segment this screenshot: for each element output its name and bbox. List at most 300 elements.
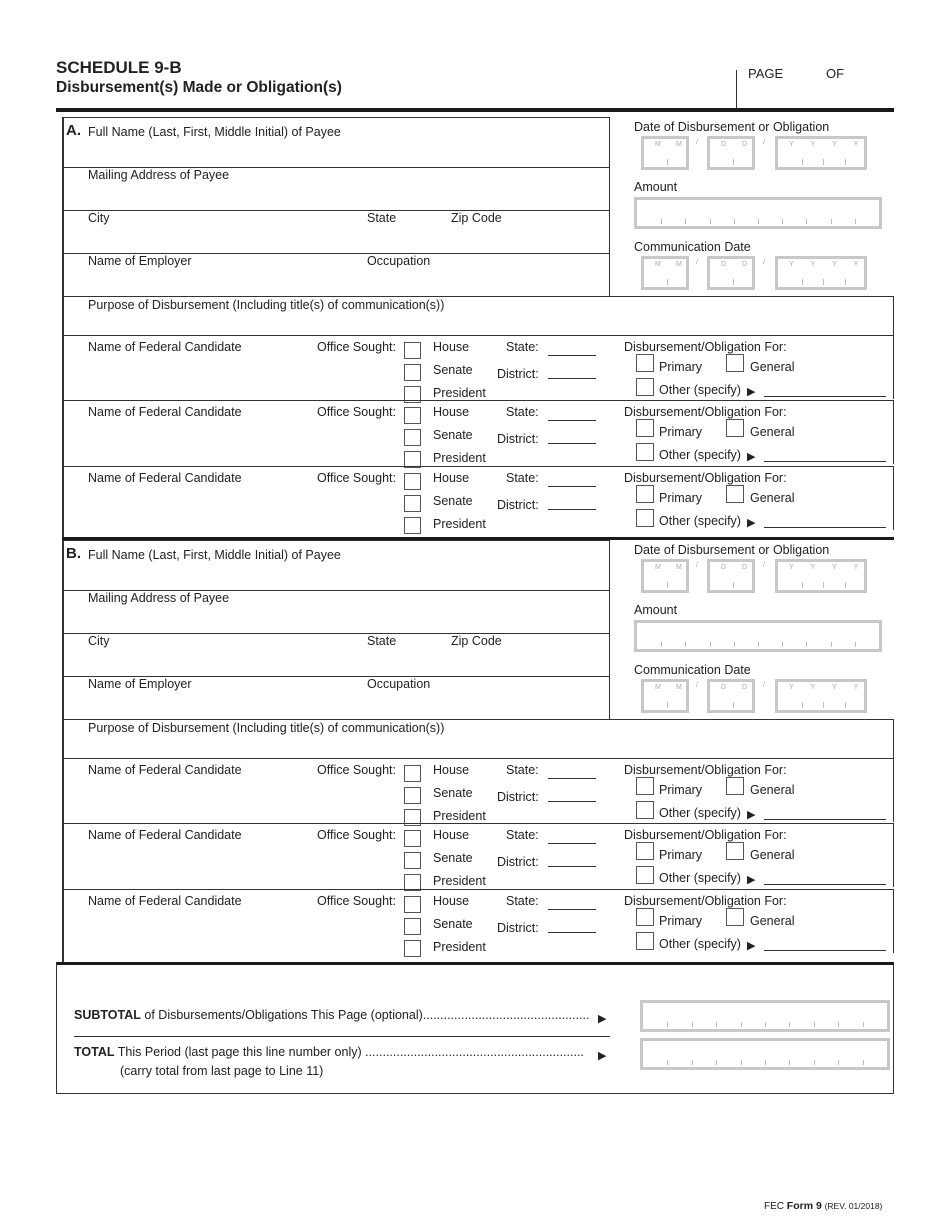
date-segment-d[interactable] — [707, 136, 755, 170]
other-specify-line — [764, 819, 886, 820]
date-placeholder-y: Y — [832, 141, 837, 148]
segment-tick — [733, 279, 734, 285]
occupation-label: Occupation — [367, 677, 431, 691]
disbursement-for-label: Disbursement/Obligation For: — [624, 763, 787, 777]
general-checkbox[interactable] — [726, 908, 744, 926]
segment-tick — [667, 702, 668, 708]
senate-checkbox[interactable] — [404, 364, 421, 381]
candidate-row-rule — [62, 335, 894, 336]
subtotal-amount-field[interactable] — [640, 1000, 890, 1032]
amount-tick — [806, 642, 807, 647]
candidate-row-rule — [62, 466, 894, 467]
disbursement-for-label: Disbursement/Obligation For: — [624, 828, 787, 842]
house-label: House — [433, 894, 470, 908]
federal-candidate-label: Name of Federal Candidate — [88, 894, 242, 908]
date-placeholder-m: M — [655, 684, 661, 691]
candidate-right-border — [893, 466, 894, 530]
segment-tick — [733, 702, 734, 708]
subtotal-text: of Disbursements/Obligations This Page (optional)................................................ — [144, 1008, 590, 1022]
other-arrow-icon: ▶ — [747, 874, 756, 886]
section-mid-border — [609, 117, 610, 297]
employer-rule — [62, 296, 894, 297]
section-top-rule — [62, 540, 610, 541]
general-label: General — [750, 360, 795, 374]
other-checkbox[interactable] — [636, 509, 654, 527]
other-specify-label: Other (specify) — [659, 448, 741, 462]
other-specify-line — [764, 527, 886, 528]
date-placeholder-y: Y — [832, 261, 837, 268]
amount-tick — [863, 1060, 864, 1065]
total-arrow-icon: ▶ — [598, 1050, 607, 1062]
section-left-border — [62, 117, 64, 539]
date-segment-d[interactable] — [707, 256, 755, 290]
disbursement-for-label: Disbursement/Obligation For: — [624, 340, 787, 354]
amount-tick — [806, 219, 807, 224]
segment-tick — [823, 159, 824, 165]
amount-tick — [710, 219, 711, 224]
disbursement-for-label: Disbursement/Obligation For: — [624, 471, 787, 485]
employer-rule — [62, 719, 894, 720]
date-placeholder-m: M — [676, 564, 682, 571]
date-placeholder-m: M — [655, 261, 661, 268]
page-label: PAGE — [748, 66, 784, 81]
general-checkbox[interactable] — [726, 485, 744, 503]
date-placeholder-d: D — [721, 141, 727, 148]
house-label: House — [433, 828, 470, 842]
date-placeholder-m: M — [676, 684, 682, 691]
section-letter: B. — [66, 545, 81, 562]
president-checkbox[interactable] — [404, 940, 421, 957]
other-arrow-icon: ▶ — [747, 517, 756, 529]
date-placeholder-y: Y — [853, 141, 859, 148]
senate-label: Senate — [433, 494, 473, 508]
city-label: City — [88, 211, 110, 225]
house-checkbox[interactable] — [404, 896, 421, 913]
president-checkbox[interactable] — [404, 517, 421, 534]
state-label: State — [367, 211, 397, 225]
federal-candidate-label: Name of Federal Candidate — [88, 471, 242, 485]
date-placeholder-y: Y — [789, 684, 794, 691]
office-sought-label: Office Sought: — [317, 340, 396, 354]
state-line — [548, 420, 596, 421]
house-checkbox[interactable] — [404, 765, 421, 782]
general-checkbox[interactable] — [726, 777, 744, 795]
amount-tick — [716, 1060, 717, 1065]
date-placeholder-y: Y — [832, 684, 837, 691]
purpose-right-border — [893, 296, 894, 340]
state-line — [548, 778, 596, 779]
senate-checkbox[interactable] — [404, 429, 421, 446]
date-placeholder-m: M — [676, 141, 682, 148]
communication-date-label: Communication Date — [634, 663, 751, 677]
date-placeholder-y: Y — [853, 564, 859, 571]
candidate-row-rule — [62, 758, 894, 759]
state-label: State: — [506, 471, 539, 485]
section-letter: A. — [66, 122, 81, 139]
amount-label: Amount — [634, 180, 678, 194]
senate-label: Senate — [433, 851, 473, 865]
segment-tick — [802, 159, 803, 165]
amount-tick — [661, 642, 662, 647]
form-subtitle: Disbursement(s) Made or Obligation(s) — [56, 79, 342, 96]
other-checkbox[interactable] — [636, 801, 654, 819]
amount-tick — [685, 642, 686, 647]
district-line — [548, 509, 596, 510]
senate-checkbox[interactable] — [404, 918, 421, 935]
date-placeholder-d: D — [742, 141, 748, 148]
other-specify-label: Other (specify) — [659, 383, 741, 397]
general-label: General — [750, 491, 795, 505]
date-placeholder-y: Y — [810, 684, 816, 691]
district-label: District: — [497, 367, 539, 381]
payee-name-label: Full Name (Last, First, Middle Initial) of Payee — [88, 548, 341, 562]
totals-bottom-rule — [56, 1093, 894, 1094]
date-separator: / — [696, 682, 698, 689]
date-placeholder-y: Y — [810, 141, 816, 148]
footer-fec: FEC — [764, 1201, 784, 1212]
other-arrow-icon: ▶ — [747, 809, 756, 821]
candidate-right-border — [893, 823, 894, 887]
state-label: State: — [506, 828, 539, 842]
senate-label: Senate — [433, 786, 473, 800]
total-note: (carry total from last page to Line 11) — [120, 1064, 324, 1078]
primary-checkbox[interactable] — [636, 842, 654, 860]
candidate-right-border — [893, 758, 894, 822]
primary-label: Primary — [659, 783, 703, 797]
amount-tick — [831, 219, 832, 224]
date-segment-d[interactable] — [707, 679, 755, 713]
state-line — [548, 486, 596, 487]
date-placeholder-d: D — [742, 564, 748, 571]
section-mid-border — [609, 540, 610, 720]
other-specify-label: Other (specify) — [659, 514, 741, 528]
date-placeholder-m: M — [676, 261, 682, 268]
amount-tick — [734, 219, 735, 224]
date-separator: / — [763, 682, 765, 689]
amount-tick — [765, 1060, 766, 1065]
section-top-rule — [62, 117, 610, 118]
candidate-row-rule — [62, 823, 894, 824]
district-label: District: — [497, 790, 539, 804]
other-arrow-icon: ▶ — [747, 386, 756, 398]
date-segment-m[interactable] — [641, 559, 689, 593]
amount-tick — [789, 1060, 790, 1065]
total-text: This Period (last page this line number only) ............................................................... — [117, 1045, 584, 1059]
district-line — [548, 443, 596, 444]
page-divider — [736, 70, 737, 108]
office-sought-label: Office Sought: — [317, 828, 396, 842]
disbursement-for-label: Disbursement/Obligation For: — [624, 405, 787, 419]
amount-tick — [692, 1060, 693, 1065]
other-specify-line — [764, 396, 886, 397]
date-separator: / — [763, 259, 765, 266]
date-segment-m[interactable] — [641, 679, 689, 713]
payee-name-label: Full Name (Last, First, Middle Initial) of Payee — [88, 125, 341, 139]
amount-tick — [838, 1022, 839, 1027]
communication-date-label: Communication Date — [634, 240, 751, 254]
amount-tick — [716, 1022, 717, 1027]
house-checkbox[interactable] — [404, 342, 421, 359]
district-label: District: — [497, 921, 539, 935]
footer-form: Form 9 — [786, 1200, 822, 1212]
subtotal-label — [74, 1008, 589, 1022]
date-segment-y[interactable] — [775, 559, 867, 593]
other-arrow-icon: ▶ — [747, 451, 756, 463]
mailing-address-label: Mailing Address of Payee — [88, 591, 230, 605]
date-placeholder-d: D — [721, 261, 727, 268]
of-label: OF — [826, 66, 845, 81]
date-separator: / — [763, 562, 765, 569]
president-label: President — [433, 874, 486, 888]
amount-tick — [838, 1060, 839, 1065]
president-label: President — [433, 809, 486, 823]
segment-tick — [802, 582, 803, 588]
other-specify-line — [764, 461, 886, 462]
district-label: District: — [497, 498, 539, 512]
primary-label: Primary — [659, 425, 703, 439]
city-label: City — [88, 634, 110, 648]
date-separator: / — [696, 259, 698, 266]
date-separator: / — [763, 139, 765, 146]
candidate-right-border — [893, 400, 894, 464]
employer-label: Name of Employer — [88, 254, 192, 268]
segment-tick — [733, 159, 734, 165]
date-segment-y[interactable] — [775, 136, 867, 170]
total-label — [74, 1045, 584, 1059]
footer-rev: (REV. 01/2018) — [824, 1201, 883, 1211]
state-label: State: — [506, 763, 539, 777]
disbursement-date-field[interactable] — [641, 136, 873, 170]
amount-tick — [758, 642, 759, 647]
date-segment-y[interactable] — [775, 256, 867, 290]
amount-tick — [831, 642, 832, 647]
amount-tick — [734, 642, 735, 647]
date-placeholder-d: D — [742, 261, 748, 268]
disbursement-date-label: Date of Disbursement or Obligation — [634, 543, 830, 557]
communication-date-field[interactable] — [641, 256, 873, 290]
purpose-right-border — [893, 719, 894, 763]
president-label: President — [433, 940, 486, 954]
candidate-row-rule — [62, 889, 894, 890]
state-line — [548, 843, 596, 844]
district-label: District: — [497, 432, 539, 446]
state-line — [548, 355, 596, 356]
amount-tick — [692, 1022, 693, 1027]
schedule-title: SCHEDULE 9-B — [56, 58, 182, 77]
state-label: State: — [506, 894, 539, 908]
senate-checkbox[interactable] — [404, 495, 421, 512]
office-sought-label: Office Sought: — [317, 763, 396, 777]
other-specify-line — [764, 884, 886, 885]
amount-tick — [667, 1060, 668, 1065]
state-label: State — [367, 634, 397, 648]
other-checkbox[interactable] — [636, 866, 654, 884]
segment-tick — [667, 582, 668, 588]
segment-tick — [823, 279, 824, 285]
mailing-rule — [62, 210, 610, 211]
amount-tick — [855, 642, 856, 647]
amount-label: Amount — [634, 603, 678, 617]
other-specify-line — [764, 950, 886, 951]
other-checkbox[interactable] — [636, 932, 654, 950]
date-separator: / — [696, 562, 698, 569]
other-checkbox[interactable] — [636, 443, 654, 461]
amount-tick — [765, 1022, 766, 1027]
date-segment-y[interactable] — [775, 679, 867, 713]
candidate-right-border — [893, 335, 894, 399]
primary-checkbox[interactable] — [636, 908, 654, 926]
date-segment-m[interactable] — [641, 256, 689, 290]
mailing-address-label: Mailing Address of Payee — [88, 168, 230, 182]
occupation-label: Occupation — [367, 254, 431, 268]
federal-candidate-label: Name of Federal Candidate — [88, 340, 242, 354]
president-label: President — [433, 451, 486, 465]
date-placeholder-d: D — [742, 684, 748, 691]
subtotal-rule — [74, 1036, 610, 1037]
senate-label: Senate — [433, 428, 473, 442]
office-sought-label: Office Sought: — [317, 894, 396, 908]
date-placeholder-y: Y — [789, 141, 794, 148]
amount-tick — [814, 1022, 815, 1027]
segment-tick — [667, 279, 668, 285]
date-placeholder-y: Y — [810, 564, 816, 571]
disbursement-date-field[interactable] — [641, 559, 873, 593]
primary-label: Primary — [659, 491, 703, 505]
date-placeholder-y: Y — [789, 564, 794, 571]
purpose-label: Purpose of Disbursement (Including title(s) of communication(s)) — [88, 298, 445, 312]
date-placeholder-m: M — [655, 141, 661, 148]
federal-candidate-label: Name of Federal Candidate — [88, 763, 242, 777]
senate-checkbox[interactable] — [404, 787, 421, 804]
section-divider — [62, 537, 894, 540]
candidate-row-rule — [62, 400, 894, 401]
date-placeholder-y: Y — [810, 261, 816, 268]
date-placeholder-y: Y — [789, 261, 794, 268]
date-placeholder-d: D — [721, 564, 727, 571]
date-segment-d[interactable] — [707, 559, 755, 593]
amount-tick — [741, 1022, 742, 1027]
amount-tick — [782, 219, 783, 224]
senate-checkbox[interactable] — [404, 852, 421, 869]
date-placeholder-d: D — [721, 684, 727, 691]
totals-right-border — [893, 962, 894, 1094]
state-label: State: — [506, 340, 539, 354]
president-label: President — [433, 386, 486, 400]
house-label: House — [433, 763, 470, 777]
house-checkbox[interactable] — [404, 830, 421, 847]
general-checkbox[interactable] — [726, 419, 744, 437]
segment-tick — [733, 582, 734, 588]
state-label: State: — [506, 405, 539, 419]
header-rule — [56, 108, 894, 112]
general-checkbox[interactable] — [726, 842, 744, 860]
general-label: General — [750, 425, 795, 439]
primary-checkbox[interactable] — [636, 485, 654, 503]
amount-tick — [710, 642, 711, 647]
segment-tick — [845, 159, 846, 165]
totals-top-rule — [56, 962, 894, 965]
disbursement-date-label: Date of Disbursement or Obligation — [634, 120, 830, 134]
primary-checkbox[interactable] — [636, 777, 654, 795]
state-line — [548, 909, 596, 910]
segment-tick — [845, 279, 846, 285]
primary-label: Primary — [659, 848, 703, 862]
federal-candidate-label: Name of Federal Candidate — [88, 828, 242, 842]
amount-tick — [758, 219, 759, 224]
other-checkbox[interactable] — [636, 378, 654, 396]
president-label: President — [433, 517, 486, 531]
primary-checkbox[interactable] — [636, 419, 654, 437]
general-checkbox[interactable] — [726, 354, 744, 372]
office-sought-label: Office Sought: — [317, 471, 396, 485]
other-specify-label: Other (specify) — [659, 937, 741, 951]
segment-tick — [823, 702, 824, 708]
district-line — [548, 378, 596, 379]
primary-label: Primary — [659, 914, 703, 928]
general-label: General — [750, 848, 795, 862]
amount-tick — [863, 1022, 864, 1027]
amount-tick — [814, 1060, 815, 1065]
subtotal-arrow-icon: ▶ — [598, 1013, 607, 1025]
mailing-rule — [62, 633, 610, 634]
amount-tick — [685, 219, 686, 224]
house-label: House — [433, 471, 470, 485]
house-label: House — [433, 340, 470, 354]
office-sought-label: Office Sought: — [317, 405, 396, 419]
segment-tick — [802, 279, 803, 285]
total-amount-field[interactable] — [640, 1038, 890, 1070]
amount-tick — [855, 219, 856, 224]
amount-tick — [789, 1022, 790, 1027]
house-checkbox[interactable] — [404, 473, 421, 490]
footer-form-id — [764, 1200, 882, 1212]
amount-field[interactable] — [634, 197, 882, 229]
subtotal-bold: SUBTOTAL — [74, 1008, 141, 1022]
segment-tick — [823, 582, 824, 588]
date-placeholder-y: Y — [853, 684, 859, 691]
segment-tick — [845, 702, 846, 708]
primary-label: Primary — [659, 360, 703, 374]
district-line — [548, 801, 596, 802]
date-placeholder-y: Y — [832, 564, 837, 571]
amount-tick — [782, 642, 783, 647]
segment-tick — [845, 582, 846, 588]
amount-tick — [661, 219, 662, 224]
house-checkbox[interactable] — [404, 407, 421, 424]
date-placeholder-m: M — [655, 564, 661, 571]
segment-tick — [802, 702, 803, 708]
amount-field[interactable] — [634, 620, 882, 652]
employer-label: Name of Employer — [88, 677, 192, 691]
house-label: House — [433, 405, 470, 419]
totals-left-border — [56, 962, 57, 1094]
senate-label: Senate — [433, 917, 473, 931]
date-segment-m[interactable] — [641, 136, 689, 170]
district-label: District: — [497, 855, 539, 869]
federal-candidate-label: Name of Federal Candidate — [88, 405, 242, 419]
zip-code-label: Zip Code — [451, 634, 502, 648]
general-label: General — [750, 914, 795, 928]
other-specify-label: Other (specify) — [659, 806, 741, 820]
general-label: General — [750, 783, 795, 797]
purpose-label: Purpose of Disbursement (Including title(s) of communication(s)) — [88, 721, 445, 735]
primary-checkbox[interactable] — [636, 354, 654, 372]
amount-tick — [667, 1022, 668, 1027]
zip-code-label: Zip Code — [451, 211, 502, 225]
communication-date-field[interactable] — [641, 679, 873, 713]
senate-label: Senate — [433, 363, 473, 377]
other-arrow-icon: ▶ — [747, 940, 756, 952]
